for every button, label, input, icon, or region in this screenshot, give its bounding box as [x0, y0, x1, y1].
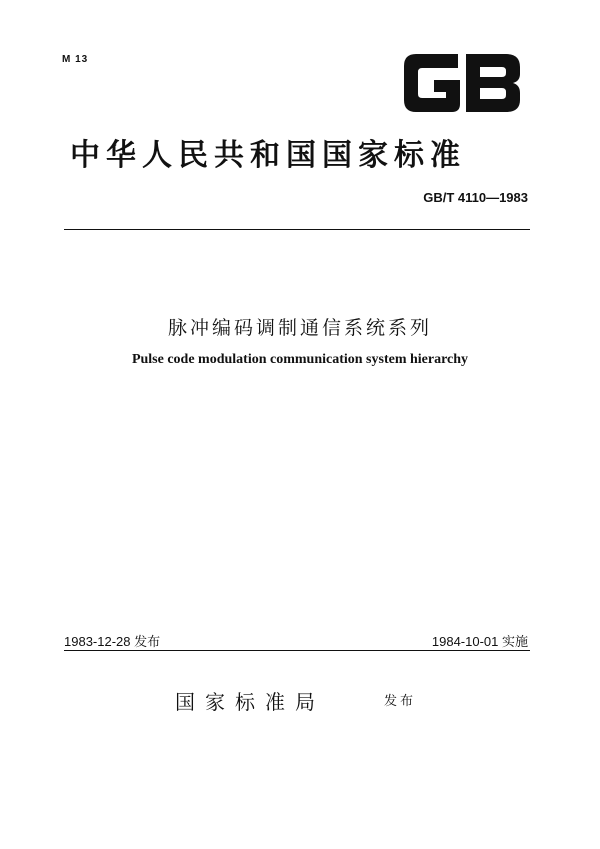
gb-logo [400, 50, 524, 116]
publisher-name: 国家标准局 [175, 690, 325, 714]
top-divider [64, 229, 530, 230]
publish-label: 发布 [384, 694, 417, 709]
standard-number: GB/T 4110—1983 [423, 190, 528, 205]
bottom-divider [64, 650, 530, 651]
document-title-english: Pulse code modulation communication system hierarchy [131, 352, 469, 367]
issue-date: 1983-12-28 发布 [64, 634, 161, 649]
implementation-date: 1984-10-01 实施 [431, 634, 528, 649]
classification-code: M 13 [62, 54, 89, 65]
national-standard-title: 中华人民共和国国家标准 [70, 138, 466, 173]
document-title-chinese: 脉冲编码调制通信系统系列 [167, 317, 432, 339]
